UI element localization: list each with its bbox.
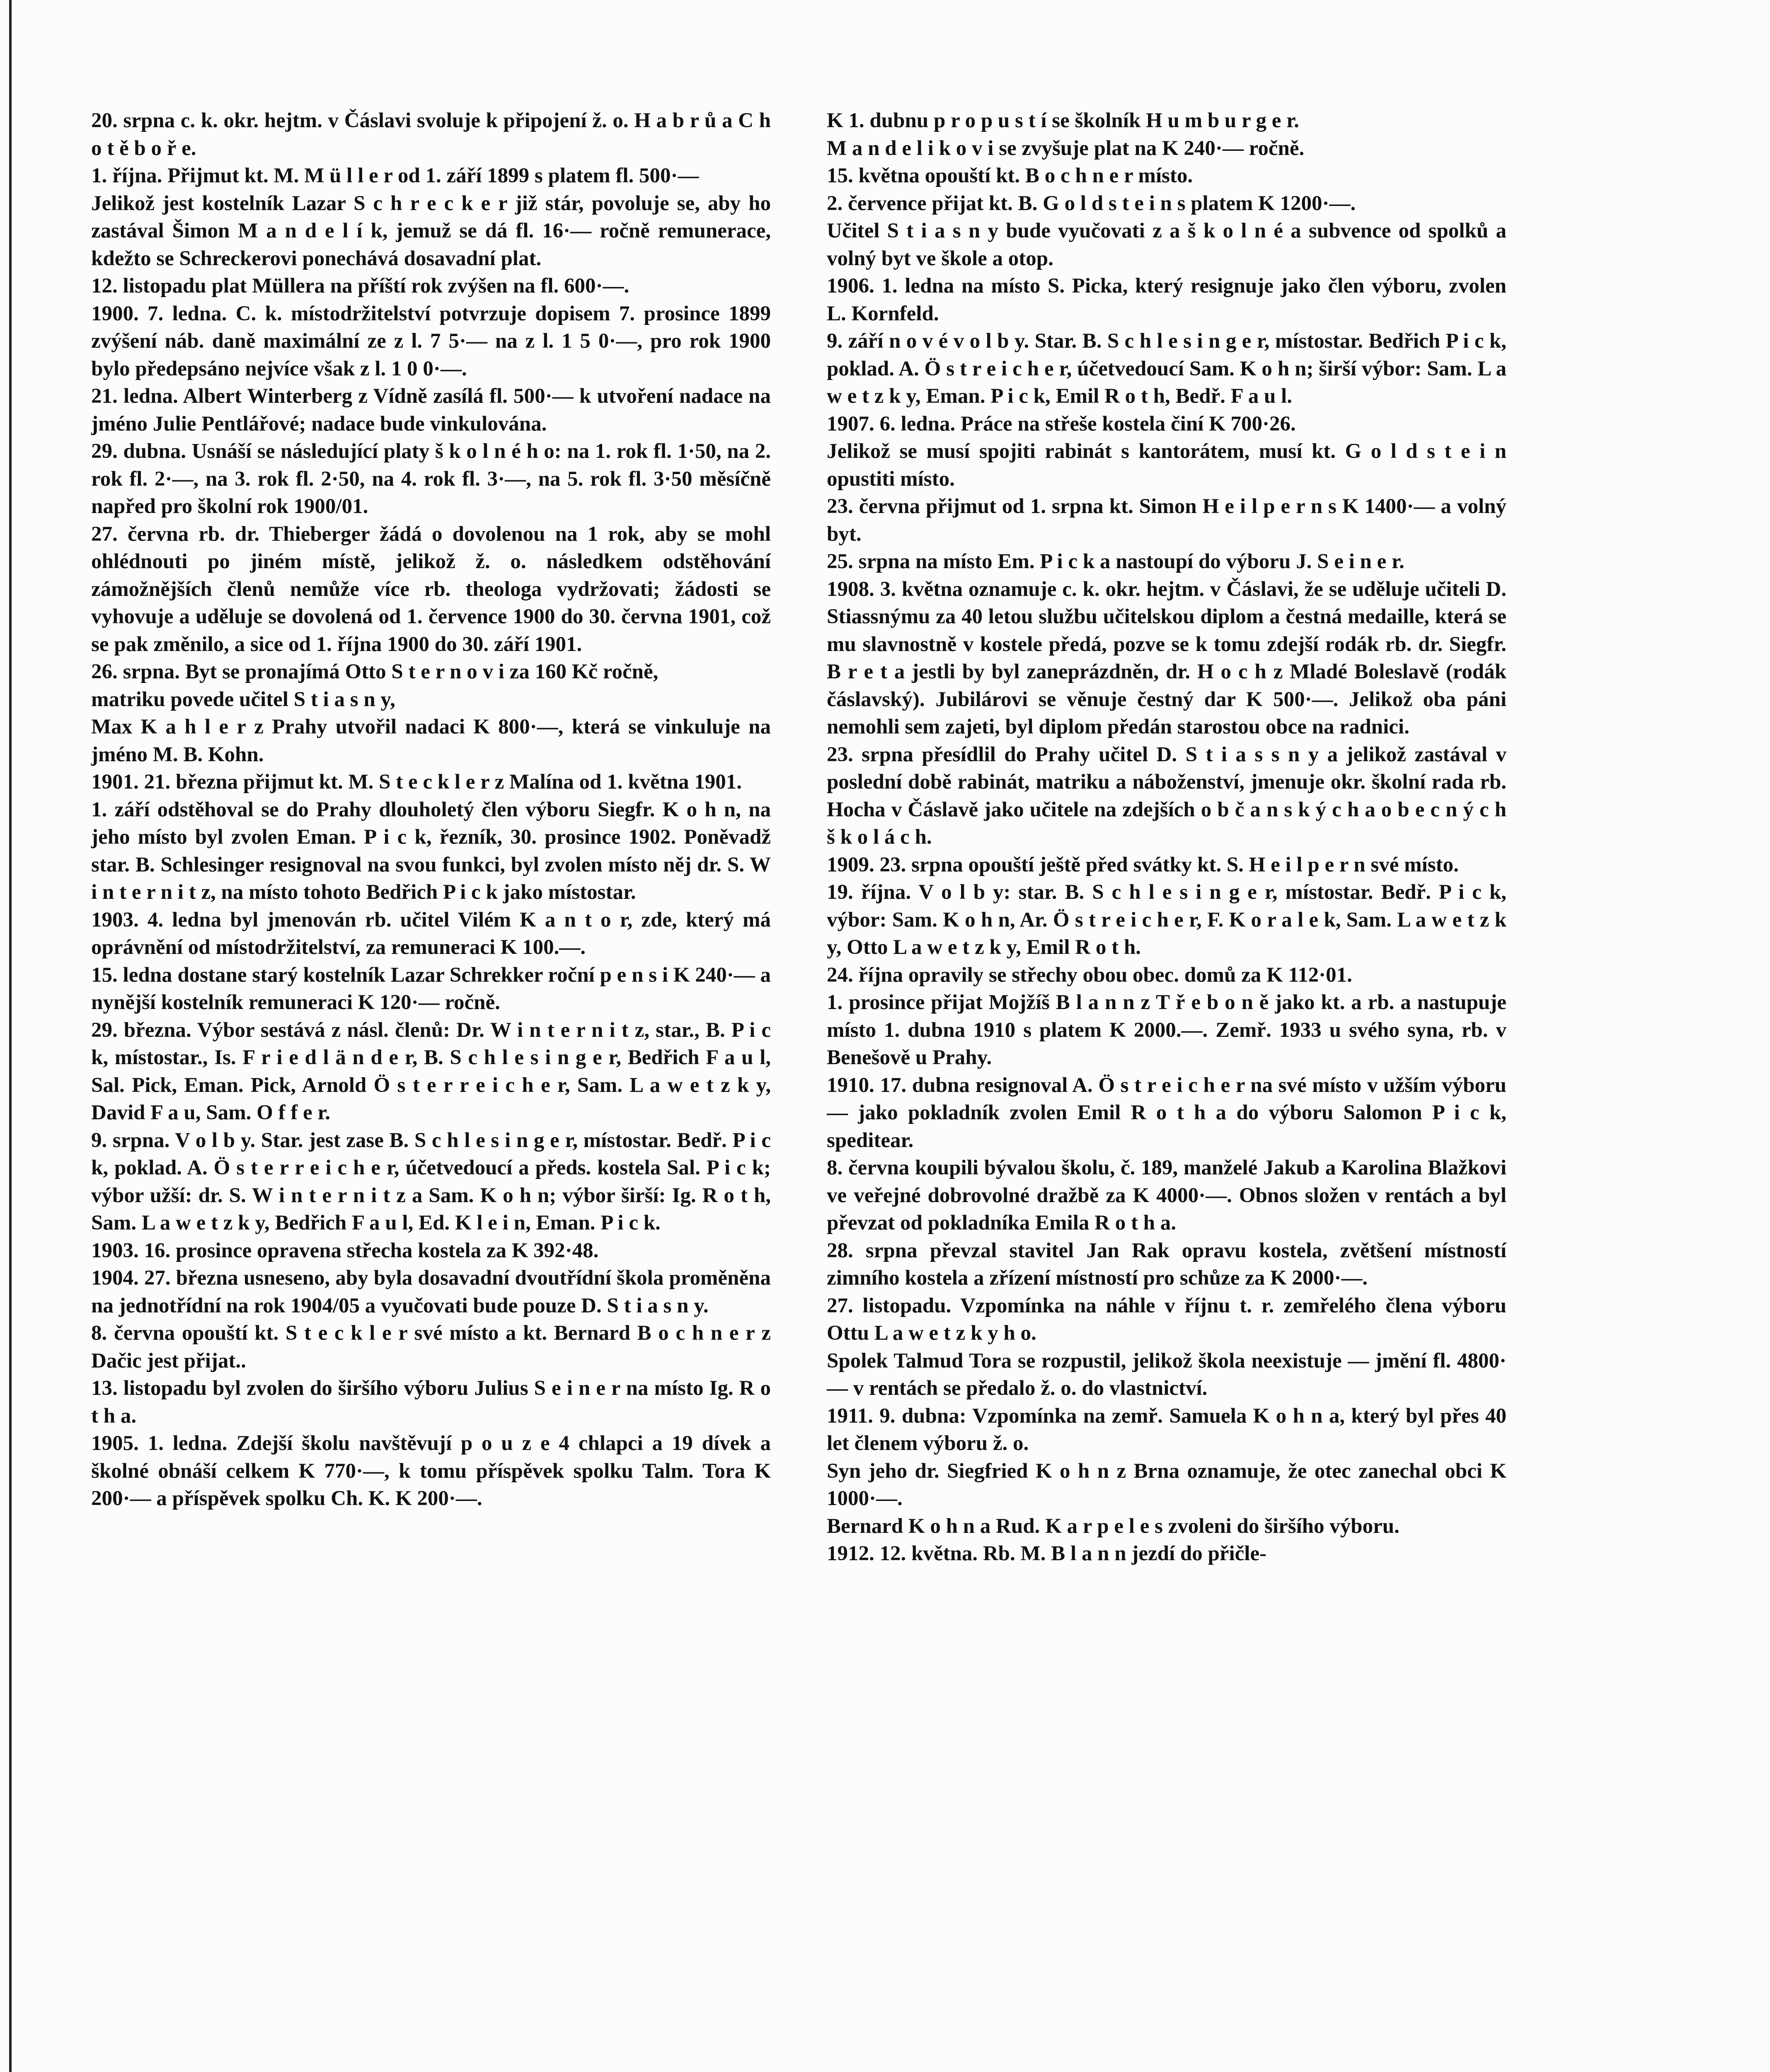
- paragraph: 9. srpna. V o l b y. Star. jest zase B. S c h l e s i n g e r, místostar. Bedř. P i c k, poklad. A. Ö s t e r r e i c h e r, účetvedoucí a předs. kostela Sal. P i c k; výbor užší: dr. S. W i n t e r n i t z a Sam. K o h n; výbor širší: Ig. R o t h, Sam. L a w e t z k y, Bedřich F a u l, Ed. K l e i n, Eman. P i c k.: [91, 1128, 771, 1234]
- paragraph: 1908. 3. května oznamuje c. k. okr. hejtm. v Čáslavi, že se uděluje učiteli D. Stiassnýmu za 40 letou službu učitelskou diplom a čestná medaille, která se mu slavnostně v kostele předá, pozve se k tomu zdejší rodák rb. dr. Siegfr. B r e t a jestli by byl zaneprázdněn, dr. H o c h z Mladé Boleslavě (rodák čáslavský). Jubilárovi se věnuje čestný dar K 500·—. Jelikož oba páni nemohli sem zajeti, byl diplom předán starostou obce na radnici.: [827, 577, 1506, 738]
- paragraph: Bernard K o h n a Rud. K a r p e l e s zvoleni do širšího výboru.: [827, 1514, 1400, 1538]
- paragraph: 1912. 12. května. Rb. M. B l a n n jezdí do přičle-: [827, 1542, 1267, 1565]
- paragraph: Jelikož se musí spojiti rabinát s kantorátem, musí kt. G o l d s t e i n opustiti místo.: [827, 440, 1506, 491]
- paragraph: matriku povede učitel S t i a s n y,: [91, 687, 395, 711]
- paragraph: 1911. 9. dubna: Vzpomínka na zemř. Samuela K o h n a, který byl přes 40 let členem výboru ž. o.: [827, 1404, 1506, 1455]
- paragraph: 19. října. V o l b y: star. B. S c h l e s i n g e r, místostar. Bedř. P i c k, výbor: Sam. K o h n, Ar. Ö s t r e i c h e r, F. K o r a l e k, Sam. L a w e t z k y, Otto L a w e t z k y, Emil R o t h.: [827, 881, 1506, 959]
- right-text-column: [827, 107, 1506, 1568]
- paragraph: Jelikož jest kostelník Lazar S c h r e c k e r již stár, povoluje se, aby ho zastával Šimon M a n d e l í k, jemuž se dá fl. 16·— ročně remunerace, kdežto se Schreckerovi ponechává dosavadní plat.: [91, 191, 771, 270]
- paragraph: 27. listopadu. Vzpomínka na náhle v říjnu t. r. zemřelého člena výboru Ottu L a w e t z k y h o.: [827, 1294, 1506, 1345]
- paragraph: 29. března. Výbor sestává z násl. členů: Dr. W i n t e r n i t z, star., B. P i c k, místostar., Is. F r i e d l ä n d e r, B. S c h l e s i n g e r, Bedřich F a u l, Sal. Pick, Eman. Pick, Arnold Ö s t e r r e i c h e r, Sam. L a w e t z k y, David F a u, Sam. O f f e r.: [91, 1018, 771, 1124]
- paragraph: 12. listopadu plat Müllera na příští rok zvýšen na fl. 600·—.: [91, 274, 630, 298]
- paragraph: 27. června rb. dr. Thieberger žádá o dovolenou na 1 rok, aby se mohl ohlédnouti po jiném místě, jelikož ž. o. následkem odstěhování zámožnějších členů nemůže více rb. theologa vydržovati; žádosti se vyhovuje a uděluje se dovolená od 1. července 1900 do 30. června 1901, což se pak změnilo, a sice od 1. října 1900 do 30. září 1901.: [91, 522, 771, 656]
- paragraph: 1904. 27. března usneseno, aby byla dosavadní dvoutřídní škola proměněna na jednotřídní na rok 1904/05 a vyučovati bude pouze D. S t i a s n y.: [91, 1266, 771, 1317]
- paragraph: 1903. 4. ledna byl jmenován rb. učitel Vilém K a n t o r, zde, který má oprávnění od místodržitelství, za remuneraci K 100.—.: [91, 908, 771, 959]
- paragraph: 9. září n o v é v o l b y. Star. B. S c h l e s i n g e r, místostar. Bedřich P i c k, poklad. A. Ö s t r e i c h e r, účetvedoucí Sam. K o h n; širší výbor: Sam. L a w e t z k y, Eman. P i c k, Emil R o t h, Bedř. F a u l.: [827, 329, 1506, 408]
- paragraph: Syn jeho dr. Siegfried K o h n z Brna oznamuje, že otec zanechal obci K 1000·—.: [827, 1459, 1506, 1510]
- paragraph: 1. října. Přijmut kt. M. M ü l l e r od 1. září 1899 s platem fl. 500·—: [91, 164, 699, 187]
- paragraph: Max K a h l e r z Prahy utvořil nadaci K 800·—, která se vinkuluje na jméno M. B. Kohn.: [91, 715, 771, 766]
- paragraph: 8. června opouští kt. S t e c k l e r své místo a kt. Bernard B o c h n e r z Dačic jest přijat..: [91, 1322, 771, 1372]
- paragraph: 29. dubna. Usnáší se následující platy š k o l n é h o: na 1. rok fl. 1·50, na 2. rok fl. 2·—, na 3. rok fl. 2·50, na 4. rok fl. 3·—, na 5. rok fl. 3·50 měsíčně napřed pro školní rok 1900/01.: [91, 440, 771, 518]
- paragraph: 8. června koupili bývalou školu, č. 189, manželé Jakub a Karolina Blažkovi ve veřejné dobrovolné dražbě za K 4000·—. Obnos složen v rentách a byl převzat od pokladníka Emila R o t h a.: [827, 1156, 1506, 1234]
- paragraph: 24. října opravily se střechy obou obec. domů za K 112·01.: [827, 963, 1352, 987]
- page-edge-line: [9, 0, 12, 2072]
- paragraph: 25. srpna na místo Em. P i c k a nastoupí do výboru J. S e i n e r.: [827, 550, 1404, 573]
- paragraph: 21. ledna. Albert Winterberg z Vídně zasílá fl. 500·— k utvoření nadace na jméno Julie Pentlářové; nadace bude vinkulována.: [91, 385, 771, 436]
- paragraph: 20. srpna c. k. okr. hejtm. v Čáslavi svoluje k připojení ž. o. H a b r ů a C h o t ě b o ř e.: [91, 109, 771, 160]
- paragraph: 26. srpna. Byt se pronajímá Otto S t e r n o v i za 160 Kč ročně,: [91, 660, 659, 683]
- paragraph: 1905. 1. ledna. Zdejší školu navštěvují p o u z e 4 chlapci a 19 dívek a školné obnáší celkem K 770·—, k tomu příspěvek spolku Talm. Tora K 200·— a příspěvek spolku Ch. K. K 200·—.: [91, 1432, 771, 1510]
- paragraph: 15. ledna dostane starý kostelník Lazar Schrekker roční p e n s i K 240·— a nynější kostelník remuneraci K 120·— ročně.: [91, 963, 771, 1014]
- paragraph: Spolek Talmud Tora se rozpustil, jelikož škola neexistuje — jmění fl. 4800·— v rentách se předalo ž. o. do vlastnictví.: [827, 1349, 1506, 1400]
- paragraph: Učitel S t i a s n y bude vyučovati z a š k o l n é a subvence od spolků a volný byt ve škole a otop.: [827, 219, 1506, 270]
- paragraph: 1900. 7. ledna. C. k. místodržitelství potvrzuje dopisem 7. prosince 1899 zvýšení náb. daně maximální ze z l. 7 5·— na z l. 1 5 0·—, pro rok 1900 bylo předepsáno nejvíce však z l. 1 0 0·—.: [91, 302, 771, 380]
- paragraph: 2. července přijat kt. B. G o l d s t e i n s platem K 1200·—.: [827, 191, 1356, 215]
- paragraph: 1901. 21. března přijmut kt. M. S t e c k l e r z Malína od 1. května 1901.: [91, 770, 742, 794]
- paragraph: 1. září odstěhoval se do Prahy dlouholetý člen výboru Siegfr. K o h n, na jeho místo byl zvolen Eman. P i c k, řezník, 30. prosince 1902. Poněvadž star. B. Schlesinger resignoval na svou funkci, byl zvolen místo něj dr. S. W i n t e r n i t z, na místo tohoto Bedřich P i c k jako místostar.: [91, 798, 771, 904]
- paragraph: M a n d e l i k o v i se zvyšuje plat na K 240·— ročně.: [827, 136, 1305, 160]
- paragraph: 13. listopadu byl zvolen do širšího výboru Julius S e i n e r na místo Ig. R o t h a.: [91, 1377, 771, 1428]
- paragraph: 15. května opouští kt. B o c h n e r místo.: [827, 164, 1193, 187]
- paragraph: K 1. dubnu p r o p u s t í se školník H u m b u r g e r.: [827, 109, 1299, 132]
- paragraph: 1910. 17. dubna resignoval A. Ö s t r e i c h e r na své místo v užším výboru — jako pokladník zvolen Emil R o t h a do výboru Salomon P i c k, speditear.: [827, 1073, 1506, 1152]
- paragraph: 23. srpna přesídlil do Prahy učitel D. S t i a s s n y a jelikož zastával v poslední době rabinát, matriku a náboženství, jmenuje okr. školní rada rb. Hocha v Čáslavě jako učitele na zdejších o b č a n s k ý c h a o b e c n ý c h š k o l á c h.: [827, 743, 1506, 849]
- paragraph: 1907. 6. ledna. Práce na střeše kostela činí K 700·26.: [827, 412, 1296, 436]
- paragraph: 1. prosince přijat Mojžíš B l a n n z T ř e b o n ě jako kt. a rb. a nastupuje místo 1. dubna 1910 s platem K 2000.—. Zemř. 1933 u svého syna, rb. v Benešově u Prahy.: [827, 991, 1506, 1069]
- paragraph: 23. června přijmut od 1. srpna kt. Simon H e i l p e r n s K 1400·— a volný byt.: [827, 495, 1506, 546]
- paragraph: 1903. 16. prosince opravena střecha kostela za K 392·48.: [91, 1239, 599, 1262]
- left-text-column: [91, 107, 771, 1513]
- paragraph: 28. srpna převzal stavitel Jan Rak opravu kostela, zvětšení místností zimního kostela a zřízení místností pro schůze za K 2000·—.: [827, 1239, 1506, 1290]
- paragraph: 1906. 1. ledna na místo S. Picka, který resignuje jako člen výboru, zvolen L. Kornfeld.: [827, 274, 1506, 325]
- paragraph: 1909. 23. srpna opouští ještě před svátky kt. S. H e i l p e r n své místo.: [827, 853, 1459, 876]
